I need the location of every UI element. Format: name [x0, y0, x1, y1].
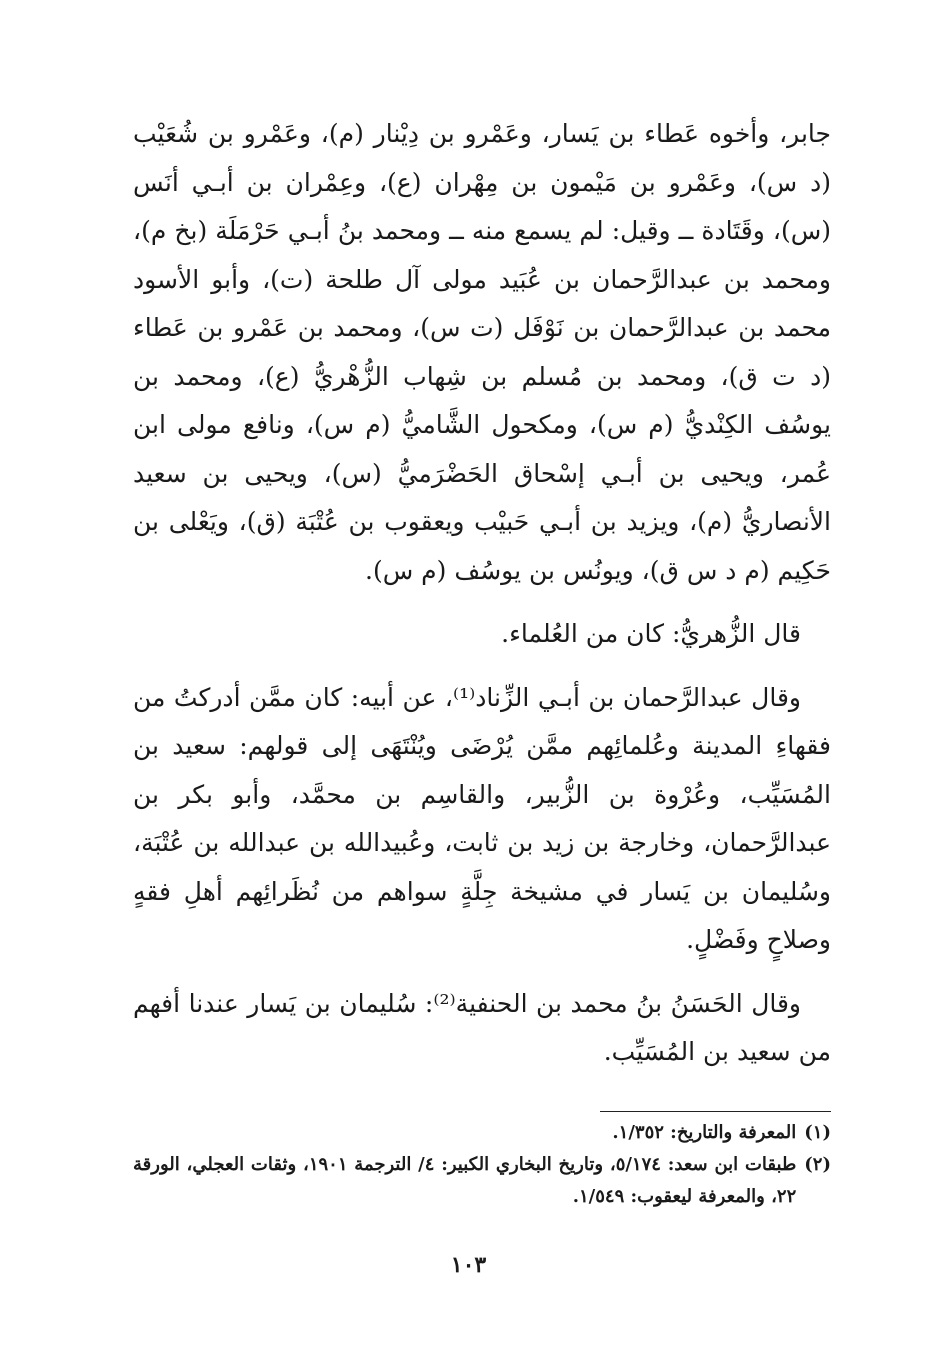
footnote-text: المعرفة والتاريخ: ١/٣٥٢.	[612, 1122, 797, 1143]
paragraph-zuhri-quote: قال الزُّهريُّ: كان من العُلماء.	[501, 619, 801, 648]
footnote-number: (١)	[804, 1122, 831, 1143]
paragraph-hasan-quote: وقال الحَسَنُ بنُ محمد بن الحنفية⁽²⁾: سُليمان بن يَسار عندنا أفهم من سعيد بن المُسَيِّب.	[133, 988, 831, 1066]
footnote-separator	[600, 1111, 831, 1112]
footnotes	[133, 1117, 831, 1213]
paragraph-narrators-list: جابر، وأخوه عَطاء بن يَسار، وعَمْرو بن دِيْنار (م)، وعَمْرو بن شُعَيْب (د س)، وعَمْرو بن مَيْمون بن مِهْران (ع)، وعِمْران بن أبـي أنَس (س)، وقَتَادة ــ وقيل: لم يسمع منه ــ ومحمد بنُ أبـي حَرْمَلَة (بخ م)، ومحمد بن عبدالرَّحمان بن عُبَيد مولى آل طلحة (ت)، وأبو الأسود محمد بن عبدالرَّحمان بن نَوْفَل (ت س)، ومحمد بن عَمْرو بن عَطاء (د ت ق)، ومحمد بن مُسلم بن شِهاب الزُّهْريُّ (ع)، ومحمد بن يوسُف الكِنْديُّ (م س)، ومكحول الشَّاميُّ (م س)، ونافع مولى ابن عُمر، ويحيى بن أبـي إسْحاق الحَضْرَميُّ (س)، ويحيى بن سعيد الأنصاريُّ (م)، ويزيد بن أبـي حَبيْب ويعقوب بن عُتْبَة (ق)، ويَعْلى بن حَكِيم (م د س ق)، ويونُس بن يوسُف (م س).	[133, 119, 831, 585]
main-text	[133, 110, 831, 1077]
footnote-number: (٢)	[804, 1154, 831, 1175]
footnote-text: طبقات ابن سعد: ٥/١٧٤، وتاريخ البخاري الكبير: ٤/ الترجمة ١٩٠١، وثقات العجلي، الورقة ٢٢، والمعرفة ليعقوب: ١/٥٤٩.	[133, 1154, 797, 1207]
footnote-2	[133, 1149, 831, 1213]
footnote-1	[133, 1117, 831, 1149]
paragraph-abi-zinad-quote: وقال عبدالرَّحمان بن أبـي الزِّناد⁽¹⁾، عن أبيه: كان ممَّن أدركتُ من فقهاءِ المدينة وعُلمائِهم ممَّن يُرْضَى ويُنْتَهَى إلى قولهم: سعيد بن المُسَيِّب، وعُرْوة بن الزُّبير، والقاسِم بن محمَّد، وأبو بكر بن عبدالرَّحمان، وخارجة بن زيد بن ثابت، وعُبيدالله بن عبدالله بن عُتْبَة، وسُليمان بن يَسار في مشيخة جِلَّةٍ سواهم من نُظَرائِهم أهلِ فقهٍ وصلاحٍ وفَضْلٍ.	[133, 682, 831, 954]
page-number: ١٠٣	[450, 1252, 487, 1278]
